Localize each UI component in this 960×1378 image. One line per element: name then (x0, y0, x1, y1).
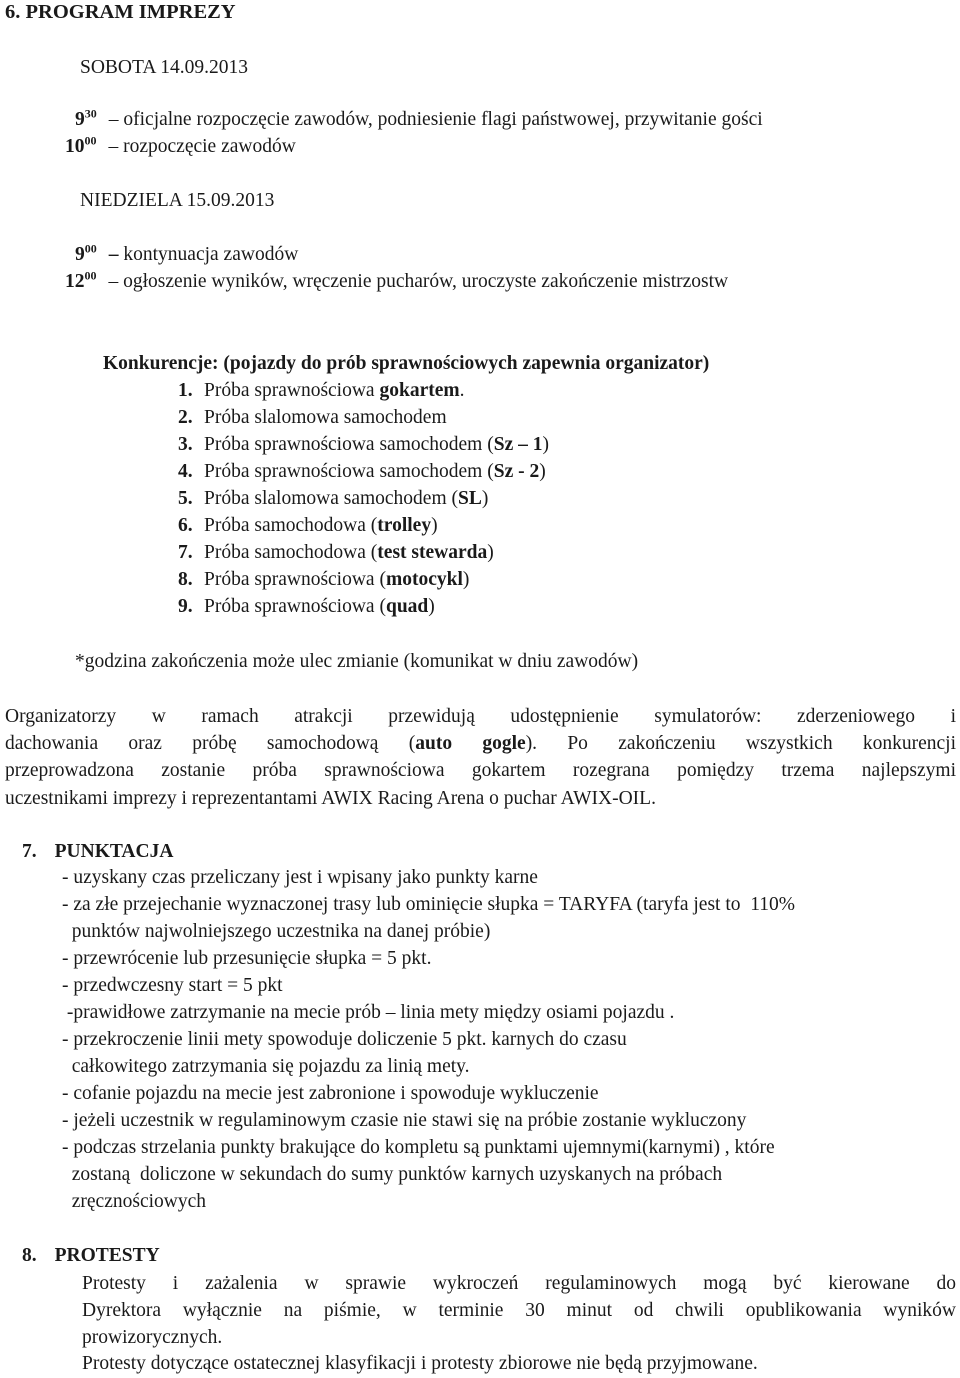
competition-item: 7. Próba samochodowa (test stewarda) (178, 542, 494, 563)
protests-line-3: prowizorycznych. (82, 1327, 223, 1348)
competition-item: 6. Próba samochodowa (trolley) (178, 515, 438, 536)
scoring-rule-line: - cofanie pojazdu na mecie jest zabronione i spowoduje wykluczenie (62, 1083, 599, 1104)
sunday-date: NIEDZIELA 15.09.2013 (80, 190, 275, 211)
scoring-rule-line: - przewrócenie lub przesunięcie słupka = 5 pkt. (62, 948, 432, 969)
scoring-rule-line: - uzyskany czas przeliczany jest i wpisany jako punkty karne (62, 867, 538, 888)
saturday-date: SOBOTA 14.09.2013 (80, 57, 248, 78)
sunday-item-1: $9^{00}$ – kontynuacja zawodów (75, 241, 299, 265)
scoring-rule-line: zręcznościowych (62, 1191, 207, 1212)
protests-line-4: Protesty dotyczące ostatecznej klasyfikacji i protesty zbiorowe nie będą przyjmowane. (82, 1353, 758, 1374)
saturday-item-1: $9^{30}$ – oficjalne rozpoczęcie zawodów, podniesienie flagi państwowej, przywitanie gości (75, 106, 763, 130)
scoring-rule-line: zostaną doliczone w sekundach do sumy punktów karnych uzyskanych na próbach (62, 1164, 723, 1185)
section-7-heading: 7. PUNKTACJA (22, 841, 174, 862)
organizers-line-4: uczestnikami imprezy i reprezentantami AWIX Racing Arena o puchar AWIX-OIL. (5, 788, 656, 809)
competition-item: 8. Próba sprawnościowa (motocykl) (178, 569, 470, 590)
competition-item: 2. Próba slalomowa samochodem (178, 407, 447, 428)
saturday-item-2: $10^{00}$ – rozpoczęcie zawodów (65, 133, 296, 157)
competition-item: 3. Próba sprawnościowa samochodem (Sz – 1) (178, 434, 549, 455)
competition-item: 1. Próba sprawnościowa gokartem. (178, 380, 465, 401)
competitions-heading: Konkurencje: (pojazdy do prób sprawnościowych zapewnia organizator) (103, 353, 710, 374)
organizers-line-3: przeprowadzona zostanie próba sprawnościowa gokartem rozegrana pomiędzy trzema najlepszymi (5, 760, 956, 781)
scoring-rule-line: - przedwczesny start = 5 pkt (62, 975, 283, 996)
section-6-heading: 6. PROGRAM IMPREZY (5, 1, 236, 23)
scoring-rule-line: całkowitego zatrzymania się pojazdu za linią mety. (62, 1056, 470, 1077)
protests-line-2: Dyrektora wyłącznie na piśmie, w terminie 30 minut od chwili opublikowania wyników (82, 1300, 956, 1321)
competition-item: 4. Próba sprawnościowa samochodem (Sz - 2) (178, 461, 546, 482)
scoring-rule-line: - przekroczenie linii mety spowoduje doliczenie 5 pkt. karnych do czasu (62, 1029, 627, 1050)
scoring-rule-line: -prawidłowe zatrzymanie na mecie prób – linia mety między osiami pojazdu . (62, 1002, 675, 1023)
competition-item: 5. Próba slalomowa samochodem (SL) (178, 488, 489, 509)
scoring-rule-line: - podczas strzelania punkty brakujące do kompletu są punktami ujemnymi(karnymi) , które (62, 1137, 775, 1158)
time-note: *godzina zakończenia może ulec zmianie (komunikat w dniu zawodów) (75, 651, 639, 672)
sunday-item-2: $12^{00}$ – ogłoszenie wyników, wręczenie pucharów, uroczyste zakończenie mistrzostw (65, 268, 729, 292)
competition-item: 9. Próba sprawnościowa (quad) (178, 596, 435, 617)
scoring-rule-line: - za złe przejechanie wyznaczonej trasy lub ominięcie słupka = TARYFA (taryfa jest to 110% (62, 894, 796, 915)
organizers-line-1: Organizatorzy w ramach atrakcji przewidują udostępnienie symulatorów: zderzeniowego i (5, 706, 956, 727)
protests-line-1: Protesty i zażalenia w sprawie wykroczeń regulaminowych mogą być kierowane do (82, 1273, 956, 1294)
scoring-rule-line: - jeżeli uczestnik w regulaminowym czasie nie stawi się na próbie zostanie wykluczony (62, 1110, 747, 1131)
scoring-rule-line: punktów najwolniejszego uczestnika na danej próbie) (62, 921, 491, 942)
organizers-line-2: dachowania oraz próbę samochodową (auto gogle). Po zakończeniu wszystkich konkurencji (5, 733, 956, 754)
section-8-heading: 8. PROTESTY (22, 1245, 160, 1266)
